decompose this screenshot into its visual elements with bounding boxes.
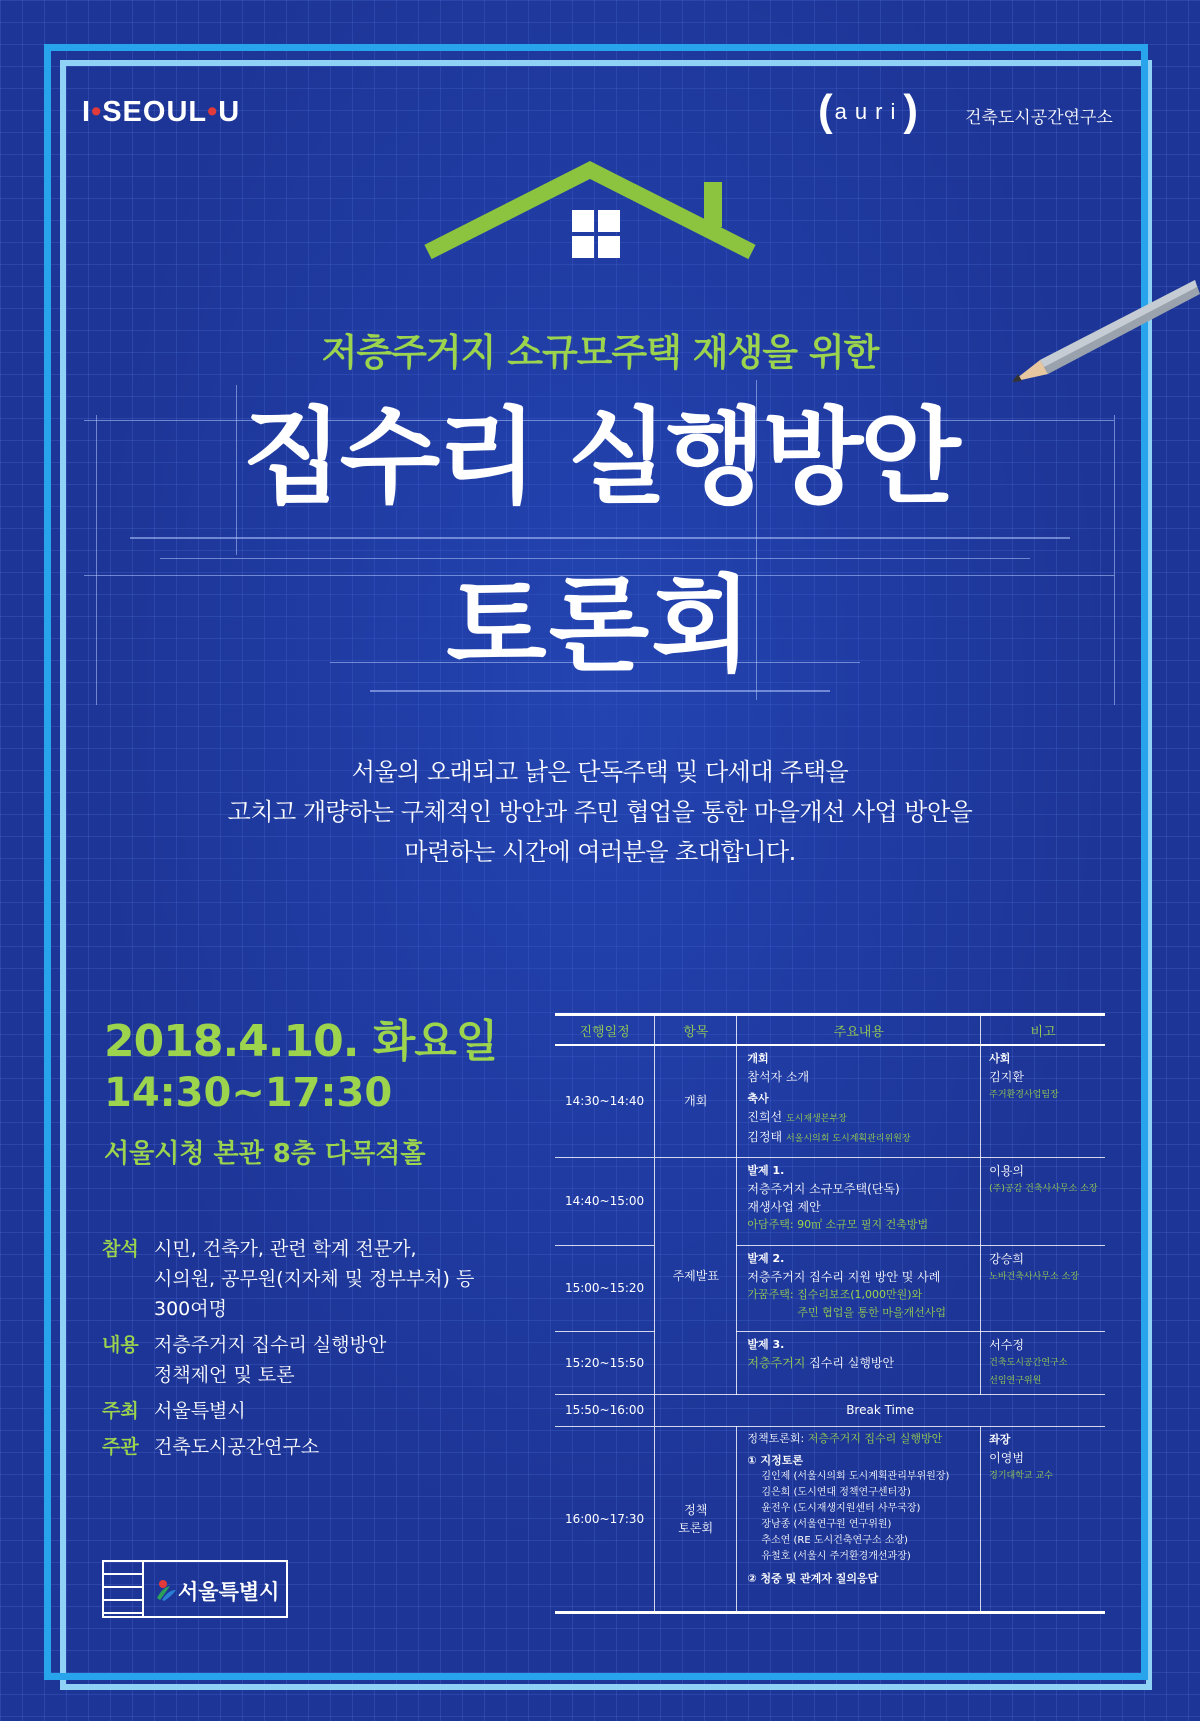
note-name: 김지환 xyxy=(989,1070,1024,1084)
info-value xyxy=(154,1396,502,1426)
info-key: 참석 xyxy=(102,1238,139,1260)
content-heading: 발제 2. xyxy=(747,1251,785,1265)
content-text: 저층주거지 소규모주택(단독) xyxy=(747,1181,900,1196)
content-heading: 정책토론회: xyxy=(747,1431,805,1445)
row-time: 16:00~17:30 xyxy=(555,1426,655,1612)
note-title: 노바건축사사무소 소장 xyxy=(989,1271,1079,1282)
info-line: 정책제언 및 토론 xyxy=(154,1364,295,1386)
info-key: 주최 xyxy=(102,1400,139,1422)
row-time: 15:50~16:00 xyxy=(555,1394,655,1426)
speaker-name: 김정태 xyxy=(747,1130,783,1144)
note-name: 이용의 xyxy=(989,1163,1024,1178)
note-title: 주거환경사업팀장 xyxy=(989,1090,1059,1100)
note-title: (주)공감 건축사사무소 소장 xyxy=(989,1183,1098,1194)
content-text: 재생사업 제안 xyxy=(747,1199,821,1214)
description-line: 마련하는 시간에 여러분을 초대합니다. xyxy=(404,838,796,866)
row-time: 14:40~15:00 xyxy=(555,1157,655,1245)
row-note xyxy=(981,1245,1105,1331)
row-content xyxy=(737,1331,981,1394)
speaker-name: 진희선 xyxy=(747,1110,783,1124)
info-key: 내용 xyxy=(102,1334,139,1356)
note-name: 서수정 xyxy=(989,1337,1024,1352)
row-item: 주제발표 xyxy=(655,1157,737,1394)
panelist: 장남종 (서울연구원 연구위원) xyxy=(761,1518,892,1530)
dimension-line xyxy=(370,690,830,692)
content-heading: 발제 1. xyxy=(747,1163,785,1177)
dimension-line xyxy=(160,558,1030,559)
info-value xyxy=(154,1330,502,1390)
event-info xyxy=(102,1234,502,1468)
i-seoul-u-logo: I•SEOUL•U xyxy=(82,96,241,128)
info-row xyxy=(102,1432,502,1462)
main-title-line1: 집수리 실행방안 xyxy=(242,396,958,518)
description xyxy=(0,752,1200,872)
seoul-city-stamp xyxy=(102,1560,288,1618)
event-place: 서울시청 본관 8층 다목적홀 xyxy=(104,1139,426,1169)
info-line: 서울특별시 xyxy=(154,1400,246,1422)
panelist: 윤전우 (도시재생지원센터 사무국장) xyxy=(761,1502,921,1514)
description-line: 고치고 개량하는 구체적인 방안과 주민 협업을 통한 마을개선 사업 방안을 xyxy=(227,798,973,826)
info-line: 건축도시공간연구소 xyxy=(154,1436,320,1458)
stamp-name: 서울특별시 xyxy=(178,1580,280,1604)
item-line: 토론회 xyxy=(678,1520,714,1535)
row-note xyxy=(981,1331,1105,1394)
row-note xyxy=(981,1426,1105,1612)
info-row xyxy=(102,1396,502,1426)
info-line: 시민, 건축가, 관련 학계 전문가, xyxy=(154,1238,417,1260)
description-line: 서울의 오래되고 낡은 단독주택 및 다세대 주택을 xyxy=(351,758,849,786)
content-heading: 축사 xyxy=(747,1092,769,1105)
content-text: 집수리 실행방안 xyxy=(805,1355,895,1370)
seoul-emblem-icon xyxy=(154,1578,178,1602)
info-line: 저층주거지 집수리 실행방안 xyxy=(154,1334,387,1356)
row-content xyxy=(737,1245,981,1331)
break-time: Break Time xyxy=(655,1394,1105,1426)
dimension-line xyxy=(130,537,1070,539)
house-roof-icon xyxy=(420,160,760,290)
subtitle: 저층주거지 소규모주택 재생을 위한 xyxy=(321,331,879,374)
row-content xyxy=(737,1426,981,1612)
schedule-row xyxy=(555,1245,1105,1331)
info-line: 300여명 xyxy=(154,1298,227,1320)
panelist: 김은희 (도시연대 정책연구센터장) xyxy=(761,1486,911,1498)
stamp-lines xyxy=(104,1562,144,1616)
content-text: 저층주거지 집수리 지원 방안 및 사례 xyxy=(747,1269,941,1284)
info-row xyxy=(102,1234,502,1324)
main-title-line2: 토론회 xyxy=(446,564,754,686)
window-icon xyxy=(572,210,620,258)
info-key: 주관 xyxy=(102,1436,139,1458)
schedule-row xyxy=(555,1157,1105,1245)
content-highlight: 저층주거지 집수리 실행방안 xyxy=(804,1431,943,1445)
note-title: 경기대학교 교수 xyxy=(989,1470,1053,1481)
header-item: 항목 xyxy=(655,1015,737,1046)
item-line: 정책 xyxy=(684,1502,708,1517)
info-value xyxy=(154,1432,502,1462)
row-time: 14:30~14:40 xyxy=(555,1045,655,1157)
header-content: 주요내용 xyxy=(737,1015,981,1046)
content-heading: 개회 xyxy=(747,1052,769,1065)
content-heading: 발제 3. xyxy=(747,1337,785,1351)
schedule-row xyxy=(555,1331,1105,1394)
info-line: 시의원, 공무원(지자체 및 정부부처) 등 xyxy=(154,1268,475,1290)
info-row xyxy=(102,1330,502,1390)
speaker-title: 도시재생본부장 xyxy=(785,1114,847,1124)
content-note: 주민 협업을 통한 마을개선사업 xyxy=(797,1305,946,1319)
note-title: 건축도시공간연구소 xyxy=(989,1357,1068,1368)
auri-logo: (auri) xyxy=(818,86,920,135)
event-time: 14:30~17:30 xyxy=(104,1070,393,1116)
row-time: 15:20~15:50 xyxy=(555,1331,655,1394)
note-role: 좌장 xyxy=(989,1432,1011,1446)
content-note: 아담주택: 90㎡ 소규모 필지 건축방법 xyxy=(747,1217,929,1231)
content-heading: ② 청중 및 관계자 질의응답 xyxy=(747,1571,879,1585)
header-time: 진행일정 xyxy=(555,1015,655,1046)
row-content xyxy=(737,1157,981,1245)
schedule-row xyxy=(555,1394,1105,1426)
note-title: 선임연구위원 xyxy=(989,1375,1042,1386)
content-highlight: 저층주거지 xyxy=(747,1355,806,1370)
row-note xyxy=(981,1045,1105,1157)
panelist: 김인제 (서울시의회 도시계획관리부위원장) xyxy=(761,1470,950,1482)
row-item xyxy=(655,1426,737,1612)
header-note: 비고 xyxy=(981,1015,1105,1046)
content-text: 참석자 소개 xyxy=(747,1070,810,1084)
schedule-row xyxy=(555,1045,1105,1157)
row-item: 개회 xyxy=(655,1045,737,1157)
info-value xyxy=(154,1234,502,1324)
note-name: 강승희 xyxy=(989,1251,1024,1266)
note-role: 사회 xyxy=(989,1052,1011,1065)
row-time: 15:00~15:20 xyxy=(555,1245,655,1331)
panelist: 유철호 (서울시 주거환경개선과장) xyxy=(761,1550,911,1562)
panelist: 추소연 (RE 도시건축연구소 소장) xyxy=(761,1534,908,1546)
auri-name: 건축도시공간연구소 xyxy=(965,108,1113,128)
note-name: 이영범 xyxy=(989,1450,1024,1465)
schedule-table xyxy=(555,1013,1105,1614)
schedule-header-row xyxy=(555,1015,1105,1046)
content-note: 가꿈주택: 집수리보조(1,000만원)와 xyxy=(747,1287,923,1301)
row-content xyxy=(737,1045,981,1157)
row-note xyxy=(981,1157,1105,1245)
schedule-row xyxy=(555,1426,1105,1612)
content-heading: ① 지정토론 xyxy=(747,1453,804,1467)
event-date: 2018.4.10. 화요일 xyxy=(104,1016,498,1067)
speaker-title: 서울시의회 도시계획관리위원장 xyxy=(785,1134,911,1144)
